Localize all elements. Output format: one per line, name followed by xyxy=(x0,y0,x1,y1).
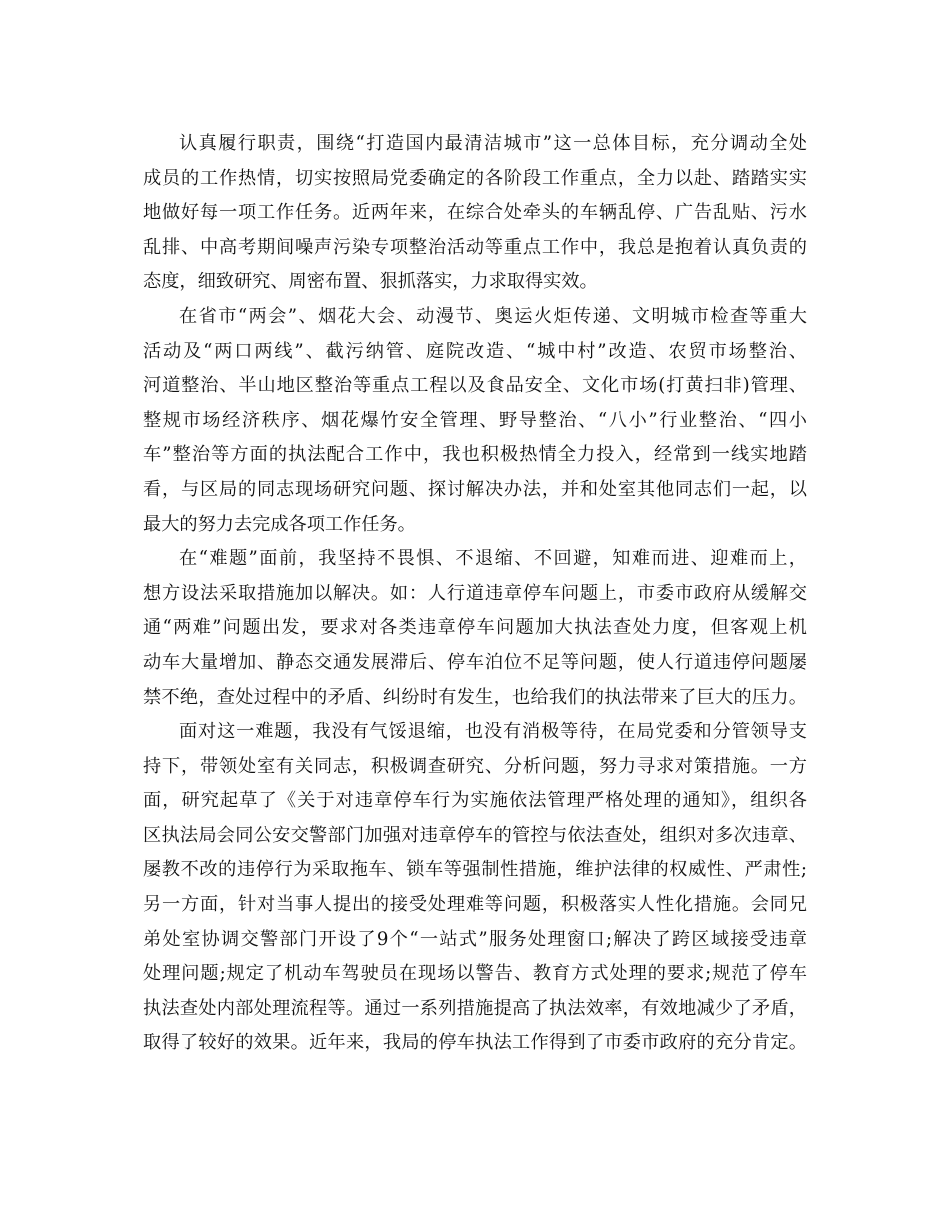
text-line: 通“两难”问题出发，要求对各类违章停车问题加大执法查处力度，但客观上机 xyxy=(143,617,807,639)
text-line: 想方设法采取措施加以解决。如：人行道违章停车问题上，市委市政府从缓解交 xyxy=(143,582,807,604)
paragraph xyxy=(143,127,807,300)
text-line: 活动及“两口两线”、截污纳管、庭院改造、“城中村”改造、农贸市场整治、 xyxy=(143,340,807,362)
text-line: 地做好每一项工作任务。近两年来，在综合处牵头的车辆乱停、广告乱贴、污水 xyxy=(143,202,807,224)
text-line: 动车大量增加、静态交通发展滞后、停车泊位不足等问题，使人行道违停问题屡 xyxy=(143,651,807,673)
text-line: 区执法局会同公安交警部门加强对违章停车的管控与依法查处，组织对多次违章、 xyxy=(143,824,807,846)
text-line: 持下，带领处室有关同志，积极调查研究、分析问题，努力寻求对策措施。一方 xyxy=(143,755,807,777)
paragraph xyxy=(143,300,807,542)
text-line: 车”整治等方面的执法配合工作中，我也积极热情全力投入，经常到一线实地踏 xyxy=(143,444,807,466)
text-line: 在“难题”面前，我坚持不畏惧、不退缩、不回避，知难而进、迎难而上， xyxy=(179,548,807,570)
text-line: 处理问题;规定了机动车驾驶员在现场以警告、教育方式处理的要求;规范了停车 xyxy=(143,963,807,985)
text-line: 弟处室协调交警部门开设了9个“一站式”服务处理窗口;解决了跨区域接受违章 xyxy=(143,928,807,950)
document-body xyxy=(143,127,807,1061)
text-line: 最大的努力去完成各项工作任务。 xyxy=(143,513,416,535)
text-line: 态度，细致研究、周密布置、狠抓落实，力求取得实效。 xyxy=(143,271,598,293)
text-line: 执法查处内部处理流程等。通过一系列措施提高了执法效率，有效地减少了矛盾， xyxy=(143,997,807,1019)
text-line: 面，研究起草了《关于对违章停车行为实施依法管理严格处理的通知》，组织各 xyxy=(143,790,807,812)
text-line: 认真履行职责，围绕“打造国内最清洁城市”这一总体目标，充分调动全处 xyxy=(179,133,807,154)
text-line: 屡教不改的违停行为采取拖车、锁车等强制性措施，维护法律的权威性、严肃性; xyxy=(143,859,807,881)
text-line: 看，与区局的同志现场研究问题、探讨解决办法，并和处室其他同志们一起，以 xyxy=(143,478,807,500)
text-line: 面对这一难题，我没有气馁退缩，也没有消极等待，在局党委和分管领导支 xyxy=(179,721,807,743)
paragraph xyxy=(143,715,807,1061)
text-line: 成员的工作热情，切实按照局党委确定的各阶段工作重点，全力以赴、踏踏实实 xyxy=(143,167,807,189)
text-line: 另一方面，针对当事人提出的接受处理难等问题，积极落实人性化措施。会同兄 xyxy=(143,894,807,916)
text-line: 取得了较好的效果。近年来，我局的停车执法工作得到了市委市政府的充分肯定。 xyxy=(143,1032,807,1054)
paragraph xyxy=(143,542,807,715)
text-line: 禁不绝，查处过程中的矛盾、纠纷时有发生，也给我们的执法带来了巨大的压力。 xyxy=(143,686,807,708)
text-line: 乱排、中高考期间噪声污染专项整治活动等重点工作中，我总是抱着认真负责的 xyxy=(143,236,807,258)
text-line: 整规市场经济秩序、烟花爆竹安全管理、野导整治、“八小”行业整治、“四小 xyxy=(143,409,807,431)
text-line: 河道整治、半山地区整治等重点工程以及食品安全、文化市场(打黄扫非)管理、 xyxy=(143,375,807,397)
text-line: 在省市“两会”、烟花大会、动漫节、奥运火炬传递、文明城市检查等重大 xyxy=(179,305,807,327)
